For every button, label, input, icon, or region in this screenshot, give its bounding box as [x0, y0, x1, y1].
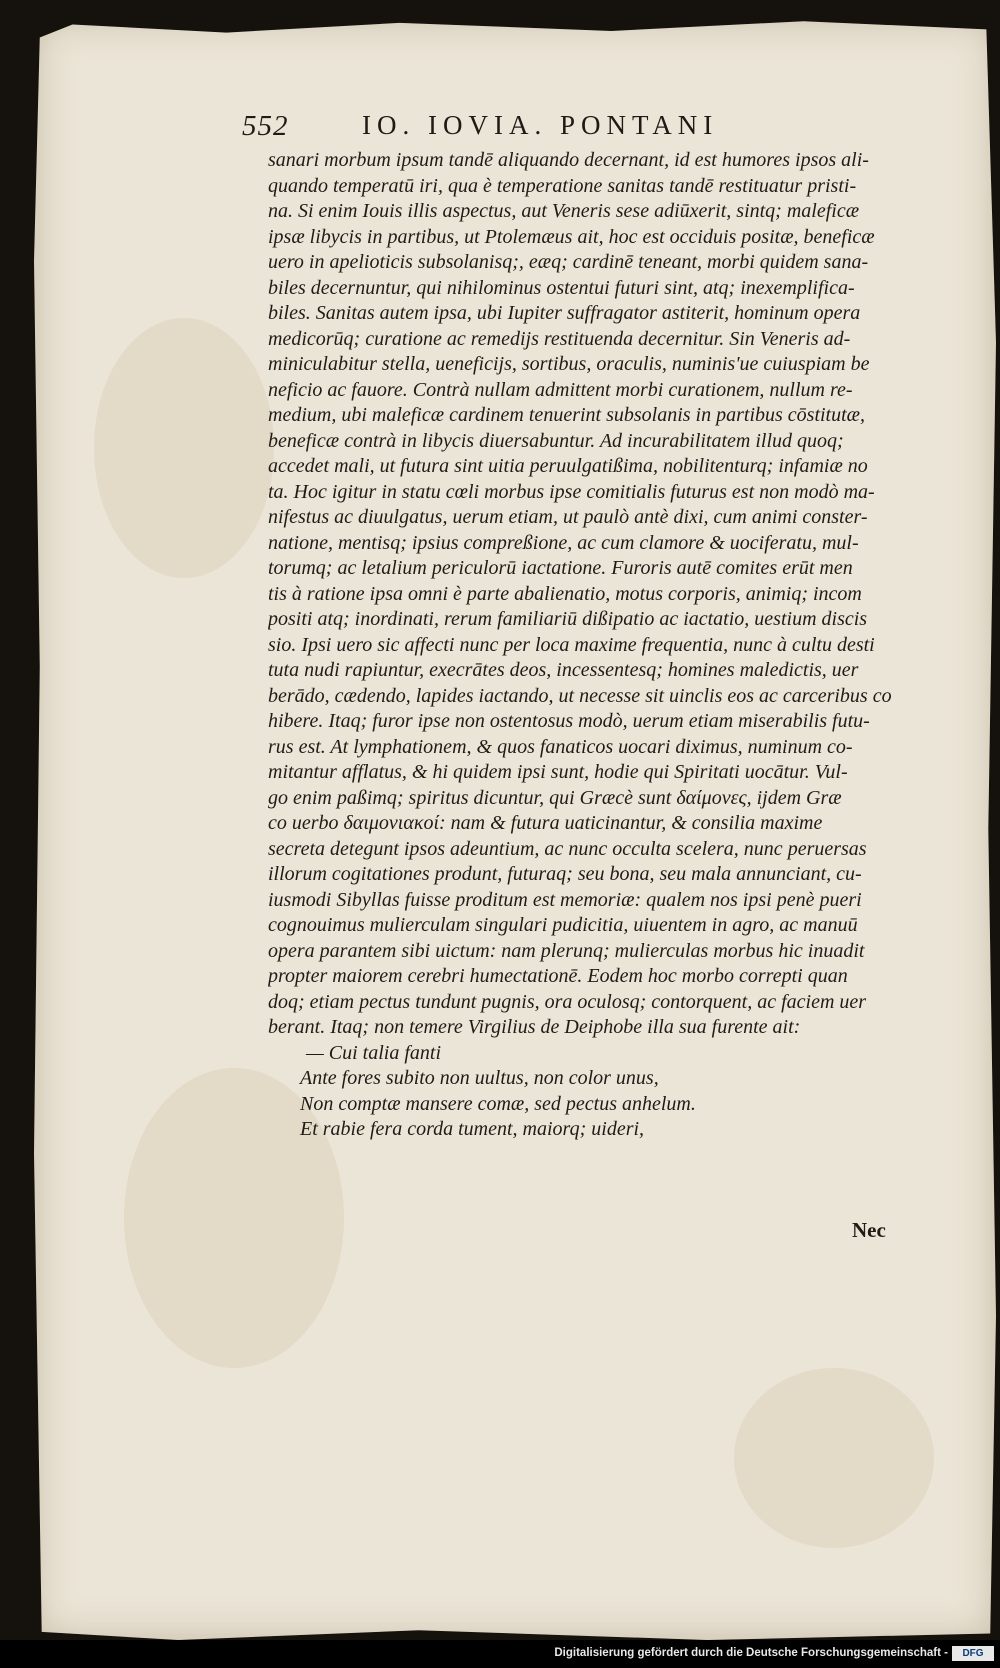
text-line: rus est. At lymphationem, & quos fanaticos uocari diximus, numinum co-	[268, 735, 853, 758]
text-line: hibere. Itaq; furor ipse non ostentosus modò, uerum etiam miserabilis futu-	[268, 710, 870, 732]
text-line: iusmodi Sibyllas fuisse proditum est memoriæ: qualem nos ipsi penè pueri	[268, 888, 862, 911]
text-line: quando temperatū iri, qua è temperatione sanitas tandē restituatur pristi-	[268, 174, 857, 197]
text-line: doq; etiam pectus tundunt pugnis, ora oculosq; contorquent, ac faciem uer	[268, 990, 867, 1013]
text-line: sanari morbum ipsum tandē aliquando decernant, id est humores ipsos ali-	[268, 149, 869, 171]
text-line: propter maiorem cerebri humectationē. Eodem hoc morbo correpti quan	[268, 965, 848, 987]
dfg-logo-icon: DFG	[952, 1646, 994, 1661]
text-line: uero in apelioticis subsolanisq;, eæq; cardinē teneant, morbi quidem sana-	[268, 251, 869, 273]
text-line: sio. Ipsi uero sic affecti nunc per loca maxime frequentia, nunc à cultu desti	[268, 633, 875, 656]
text-line: tis à ratione ipsa omni è parte abalienatio, motus corporis, animiq; incom	[268, 582, 862, 605]
footer-credit: Digitalisierung gefördert durch die Deutsche Forschungsgemeinschaft -	[554, 1647, 948, 1659]
text-line: accedet mali, ut futura sint uitia peruulgatißima, nobilitenturq; infamiæ no	[268, 455, 868, 477]
text-line: ipsæ libycis in partibus, ut Ptolemæus ait, hoc est occiduis positæ, beneficæ	[268, 225, 875, 248]
paper-stain	[94, 318, 274, 578]
running-head: IO. IOVIA. PONTANI	[362, 110, 719, 140]
text-line: opera parantem sibi uictum: nam plerunq; mulierculas morbus hic inuadit	[268, 939, 865, 962]
page-number: 552	[242, 110, 289, 142]
page-header	[242, 110, 802, 146]
verse-line: Non comptæ mansere comæ, sed pectus anhelum.	[300, 1092, 696, 1115]
text-line: biles decernuntur, qui nihilominus ostentui futuri sint, atq; inexemplifica-	[268, 276, 855, 299]
text-line: go enim paßimq; spiritus dicuntur, qui Græcè sunt δαίμονες, ijdem Græ	[268, 786, 842, 809]
catchword: Nec	[852, 1218, 886, 1242]
text-line: illorum cogitationes produnt, futuraq; seu bona, seu mala annunciant, cu-	[268, 863, 862, 885]
text-line: secreta detegunt ipsos adeuntium, ac nunc occulta scelera, nunc peruersas	[268, 837, 867, 860]
verse-line: — Cui talia fanti	[306, 1041, 442, 1064]
text-line: cognouimus mulierculam singulari pudicitia, uiuentem in agro, ac manuū	[268, 914, 858, 936]
paper-stain	[734, 1368, 934, 1548]
text-line: medium, ubi maleficæ cardinem tenuerint subsolanis in partibus cōstitutæ,	[268, 404, 866, 426]
text-line: mitantur afflatus, & hi quidem ipsi sunt, hodie qui Spiritati uocātur. Vul-	[268, 761, 848, 783]
verse-line: Et rabie fera corda tument, maiorq; uideri,	[300, 1118, 645, 1140]
text-line: beneficæ contrà in libycis diuersabuntur. Ad incurabilitatem illud quoq;	[268, 429, 844, 452]
text-line: natione, mentisq; ipsius compreßione, ac cum clamore & uociferatu, mul-	[268, 531, 859, 554]
text-line: biles. Sanitas autem ipsa, ubi Iupiter suffragator astiterit, hominum opera	[268, 302, 861, 324]
text-line: positi atq; inordinati, rerum familiariū dißipatio ac iactatio, uestium discis	[268, 608, 868, 630]
verse-line: Ante fores subito non uultus, non color unus,	[300, 1067, 659, 1089]
digitization-footer	[0, 1640, 1000, 1668]
text-line: torumq; ac letalium periculorū iactatione. Furoris autē comites erūt men	[268, 557, 853, 579]
body-text	[268, 148, 893, 1143]
text-line: nifestus ac diuulgatus, uerum etiam, ut paulò antè dixi, cum animi conster-	[268, 506, 868, 528]
text-line: berādo, cædendo, lapides iactando, ut necesse sit uinclis eos ac carceribus co	[268, 684, 892, 707]
text-line: co uerbo δαιμονιακοί: nam & futura uaticinantur, & consilia maxime	[268, 812, 823, 834]
text-line: ta. Hoc igitur in statu cœli morbus ipse comitialis futurus est non modò ma-	[268, 480, 875, 503]
text-line: miniculabitur stella, ueneficijs, sortibus, oraculis, numinis'ue cuiuspiam be	[268, 353, 870, 375]
text-line: medicorūq; curatione ac remedijs restituenda decernitur. Sin Veneris ad-	[268, 327, 851, 350]
text-line: na. Si enim Iouis illis aspectus, aut Veneris sese adiūxerit, sintq; maleficæ	[268, 200, 860, 222]
text-line: berant. Itaq; non temere Virgilius de Deiphobe illa sua furente ait:	[268, 1016, 801, 1038]
text-line: neficio ac fauore. Contrà nullam admittent morbi curationem, nullum re-	[268, 378, 853, 401]
text-line: tuta nudi rapiuntur, execrātes deos, incessentesq; homines maledictis, uer	[268, 659, 859, 681]
